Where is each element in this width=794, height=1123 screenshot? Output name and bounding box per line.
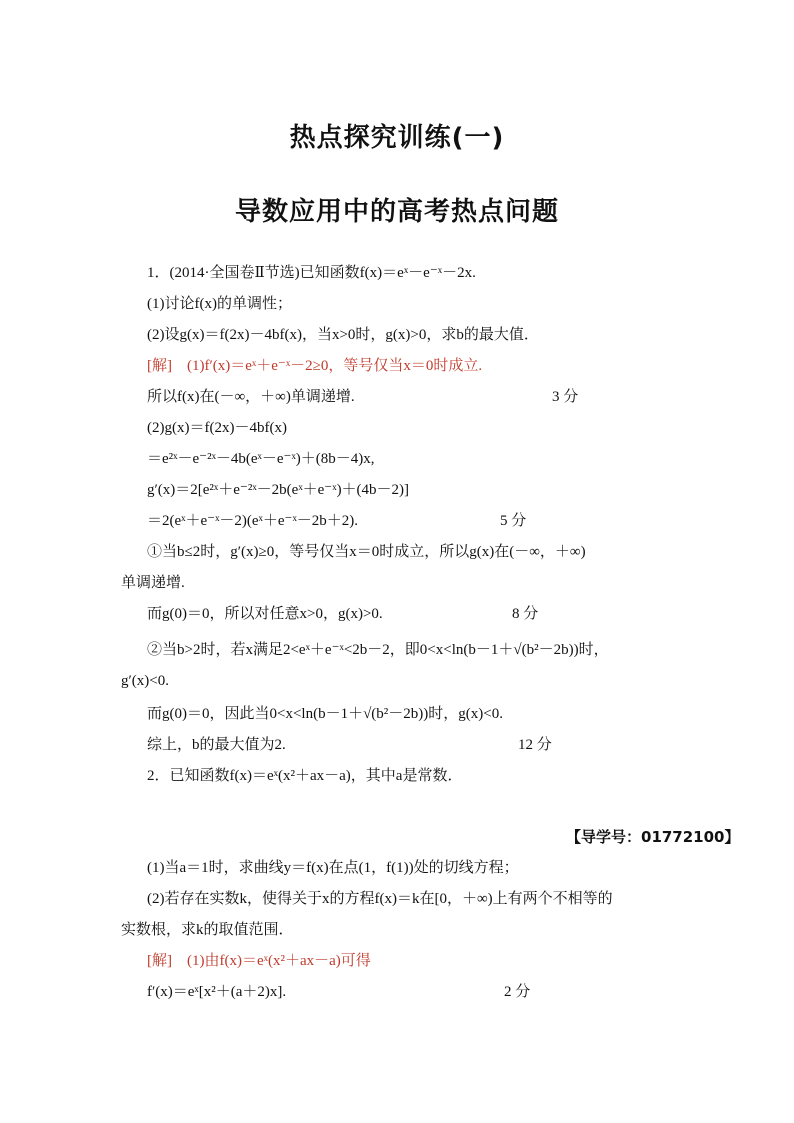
solution-1-line-11: g′(x)<0.	[121, 673, 169, 689]
solution-1-line-10: ②当b>2时，若x满足2<eˣ＋e⁻ˣ<2b－2，即0<x<ln(b－1＋√(b²－2b))时，	[147, 642, 609, 658]
solution-2-line-2: f′(x)＝eˣ[x²＋(a＋2)x].	[147, 984, 287, 1000]
solution-1-line-7: ①当b≤2时，g′(x)≥0，等号仅当x＝0时成立，所以g(x)在(－∞，＋∞)	[147, 544, 586, 560]
solution-1-line-3: (2)g(x)＝f(2x)－4bf(x)	[147, 420, 287, 436]
solution-1-line-5: g′(x)＝2[e²ˣ＋e⁻²ˣ－2b(eˣ＋e⁻ˣ)＋(4b－2)]	[147, 482, 410, 498]
problem-2-part-2: (2)若存在实数k，使得关于x的方程f(x)＝k在[0，＋∞)上有两个不相等的	[147, 891, 613, 907]
solution-1-line-13: 综上，b的最大值为2.	[147, 737, 286, 753]
reference-number: 【导学号：01772100】	[566, 828, 740, 846]
solution-1-line-8: 单调递增.	[121, 575, 185, 591]
solution-2-line-1: [解] (1)由f(x)＝eˣ(x²＋ax－a)可得	[147, 953, 371, 969]
solution-1-line-12: 而g(0)＝0，因此当0<x<ln(b－1＋√(b²－2b))时，g(x)<0.	[147, 706, 503, 722]
solution-1-line-2: 所以f(x)在(－∞，＋∞)单调递增.	[147, 389, 355, 405]
problem-2-statement: 2．已知函数f(x)＝eˣ(x²＋ax－a)，其中a是常数．	[147, 768, 463, 784]
page-title: 热点探究训练(一)	[289, 123, 505, 153]
solution-1-line-6: ＝2(eˣ＋e⁻ˣ－2)(eˣ＋e⁻ˣ－2b＋2).	[147, 513, 359, 529]
score-label: 5 分	[500, 513, 527, 529]
score-label: 12 分	[518, 737, 552, 753]
solution-1-line-1: [解] (1)f′(x)＝eˣ＋e⁻ˣ－2≥0，等号仅当x＝0时成立.	[147, 358, 483, 374]
problem-1-part-1: (1)讨论f(x)的单调性；	[147, 296, 292, 312]
solution-1-line-4: ＝e²ˣ－e⁻²ˣ－4b(eˣ－e⁻ˣ)＋(8b－4)x,	[147, 451, 375, 467]
score-label: 2 分	[504, 984, 531, 1000]
score-label: 3 分	[552, 389, 579, 405]
page-subtitle: 导数应用中的高考热点问题	[234, 197, 559, 227]
score-label: 8 分	[512, 606, 539, 622]
problem-2-part-1: (1)当a＝1时，求曲线y＝f(x)在点(1，f(1))处的切线方程；	[147, 860, 519, 876]
solution-1-line-9: 而g(0)＝0，所以对任意x>0，g(x)>0.	[147, 606, 383, 622]
problem-2-part-2-cont: 实数根，求k的取值范围．	[121, 922, 294, 938]
problem-1-part-2: (2)设g(x)＝f(2x)－4bf(x)，当x>0时，g(x)>0，求b的最大值．	[147, 327, 539, 343]
problem-1-statement: 1．(2014·全国卷Ⅱ节选)已知函数f(x)＝eˣ－e⁻ˣ－2x.	[147, 265, 476, 281]
